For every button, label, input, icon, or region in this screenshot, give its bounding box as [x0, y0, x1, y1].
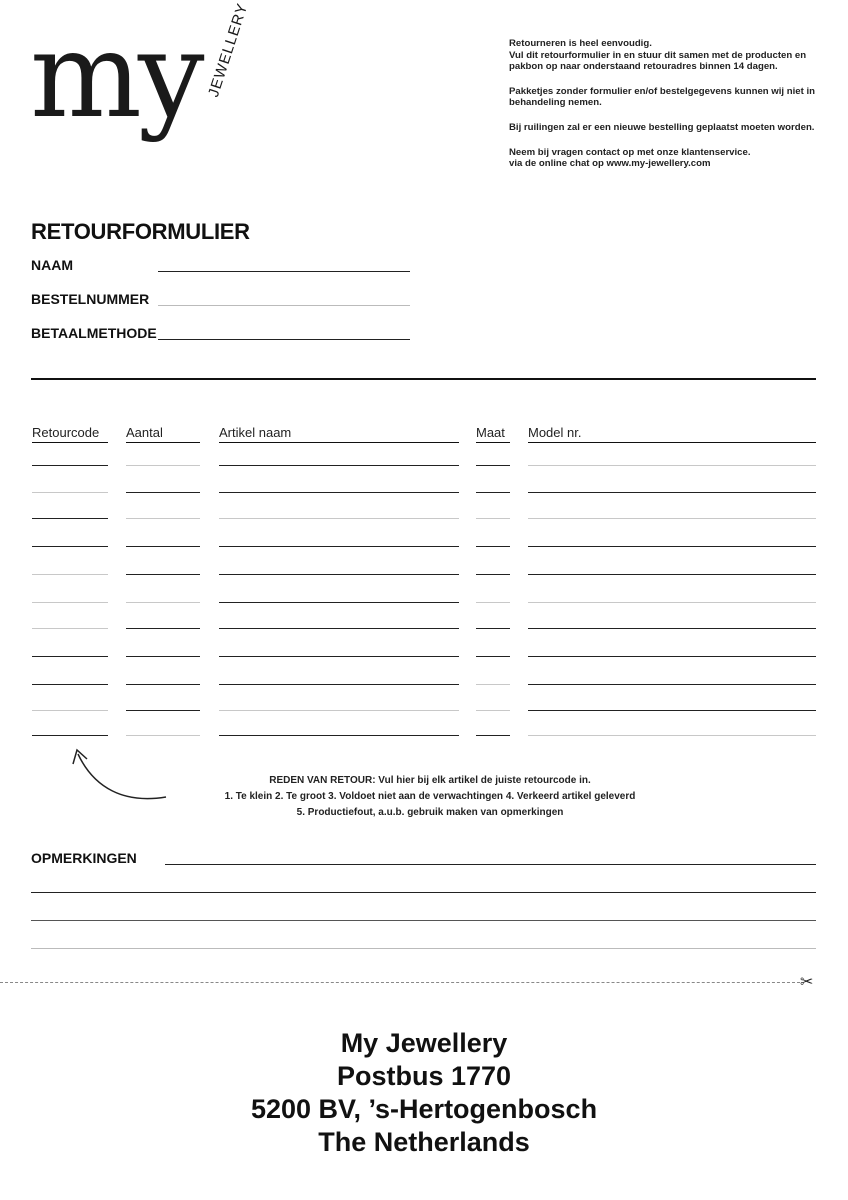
logo-subtitle: JEWELLERY: [205, 0, 252, 100]
table-cell[interactable]: [476, 546, 510, 547]
column-header-return-code: Retourcode: [32, 425, 100, 440]
name-label: NAAM: [31, 257, 73, 273]
table-cell[interactable]: [219, 710, 459, 711]
table-cell[interactable]: [32, 656, 108, 657]
instructions-paragraph: Bij ruilingen zal er een nieuwe bestelling geplaatst moeten worden.: [509, 121, 815, 133]
table-cell[interactable]: [126, 602, 200, 603]
remarks-line[interactable]: [31, 892, 816, 893]
table-cell[interactable]: [32, 684, 108, 685]
table-cell[interactable]: [476, 628, 510, 629]
table-cell[interactable]: [126, 735, 200, 736]
table-cell[interactable]: [32, 465, 108, 466]
column-header-quantity: Aantal: [126, 425, 163, 440]
table-cell[interactable]: [476, 656, 510, 657]
table-cell[interactable]: [32, 546, 108, 547]
order-number-label: BESTELNUMMER: [31, 291, 150, 307]
table-cell[interactable]: [219, 628, 459, 629]
return-reason-options: 5. Productiefout, a.u.b. gebruik maken van opmerkingen: [296, 807, 564, 818]
return-reason-heading: REDEN VAN RETOUR: Vul hier bij elk artikel de juiste retourcode in.: [269, 775, 591, 786]
table-cell[interactable]: [219, 546, 459, 547]
table-cell[interactable]: [528, 518, 816, 519]
name-field[interactable]: [158, 271, 410, 272]
table-cell[interactable]: [32, 602, 108, 603]
instructions-paragraph: Neem bij vragen contact op met onze klantenservice. via de online chat op www.my-jewellery.com: [509, 146, 751, 170]
table-cell[interactable]: [126, 492, 200, 493]
table-cell[interactable]: [32, 518, 108, 519]
table-cell[interactable]: [126, 656, 200, 657]
table-cell[interactable]: [32, 735, 108, 736]
table-cell[interactable]: [219, 574, 459, 575]
table-cell[interactable]: [528, 492, 816, 493]
table-cell[interactable]: [476, 602, 510, 603]
address-line: My Jewellery: [340, 1028, 508, 1058]
table-cell[interactable]: [528, 656, 816, 657]
section-divider: [31, 378, 816, 380]
remarks-line[interactable]: [31, 920, 816, 921]
table-cell[interactable]: [476, 735, 510, 736]
table-cell[interactable]: [219, 492, 459, 493]
table-cell[interactable]: [476, 710, 510, 711]
instructions-paragraph: Pakketjes zonder formulier en/of bestelgegevens kunnen wij niet in behandeling nemen.: [509, 85, 816, 109]
payment-method-label: BETAALMETHODE: [31, 325, 157, 341]
payment-method-field[interactable]: [158, 339, 410, 340]
table-cell[interactable]: [32, 628, 108, 629]
table-cell[interactable]: [126, 546, 200, 547]
header-underline: [476, 442, 510, 443]
table-cell[interactable]: [528, 628, 816, 629]
table-cell[interactable]: [126, 465, 200, 466]
address-line: The Netherlands: [318, 1127, 530, 1157]
table-cell[interactable]: [219, 518, 459, 519]
remarks-label: OPMERKINGEN: [31, 850, 137, 866]
table-cell[interactable]: [32, 710, 108, 711]
instructions: [509, 38, 819, 183]
column-header-size: Maat: [476, 425, 505, 440]
table-cell[interactable]: [219, 656, 459, 657]
table-cell[interactable]: [528, 735, 816, 736]
table-cell[interactable]: [32, 492, 108, 493]
table-cell[interactable]: [219, 602, 459, 603]
table-cell[interactable]: [219, 684, 459, 685]
table-cell[interactable]: [126, 710, 200, 711]
header-underline: [528, 442, 816, 443]
table-cell[interactable]: [528, 574, 816, 575]
table-cell[interactable]: [32, 574, 108, 575]
order-number-field[interactable]: [158, 305, 410, 306]
remarks-line[interactable]: [31, 948, 816, 949]
header-underline: [126, 442, 200, 443]
return-reason-options: 1. Te klein 2. Te groot 3. Voldoet niet aan de verwachtingen 4. Verkeerd artikel geleverd: [224, 791, 636, 802]
table-cell[interactable]: [476, 518, 510, 519]
table-cell[interactable]: [528, 684, 816, 685]
table-cell[interactable]: [219, 465, 459, 466]
table-cell[interactable]: [528, 465, 816, 466]
header-underline: [219, 442, 459, 443]
table-cell[interactable]: [476, 574, 510, 575]
table-cell[interactable]: [126, 628, 200, 629]
table-cell[interactable]: [476, 492, 510, 493]
address-line: 5200 BV, ’s-Hertogenbosch: [250, 1094, 598, 1124]
table-cell[interactable]: [476, 465, 510, 466]
table-cell[interactable]: [126, 518, 200, 519]
column-header-model-number: Model nr.: [528, 425, 582, 440]
table-cell[interactable]: [126, 684, 200, 685]
table-cell[interactable]: [528, 602, 816, 603]
table-cell[interactable]: [528, 710, 816, 711]
address-line: Postbus 1770: [336, 1061, 512, 1091]
scissors-icon: ✂: [800, 974, 814, 991]
table-cell[interactable]: [126, 574, 200, 575]
table-cell[interactable]: [528, 546, 816, 547]
table-cell[interactable]: [219, 735, 459, 736]
logo-wordmark: my: [30, 6, 201, 144]
form-title: RETOURFORMULIER: [31, 219, 250, 244]
header-underline: [32, 442, 108, 443]
cut-line: [0, 982, 800, 983]
table-cell[interactable]: [476, 684, 510, 685]
instructions-paragraph: Retourneren is heel eenvoudig. Vul dit retourformulier in en stuur dit samen met de producten en pakbon op naar onderstaand retouradres binnen 14 dagen.: [509, 38, 807, 73]
column-header-article-name: Artikel naam: [219, 425, 292, 440]
remarks-field[interactable]: [165, 864, 816, 865]
